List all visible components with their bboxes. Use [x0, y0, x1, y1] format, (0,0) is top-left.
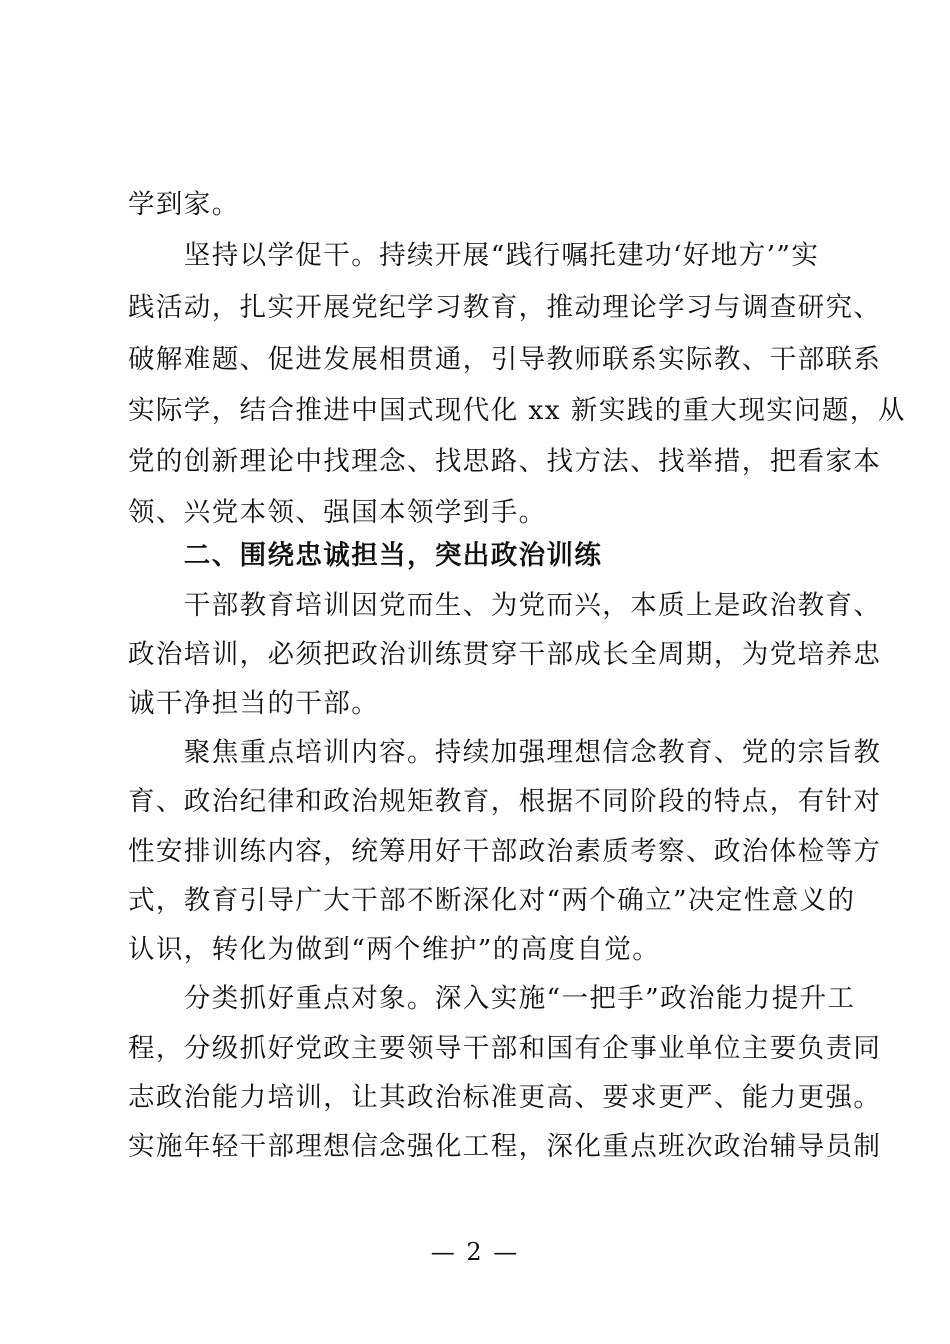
- text-line: 志政治能力培训，让其政治标准更高、要求更严、能力更强。: [128, 1082, 882, 1113]
- text-line: 坚持以学促干。持续开展“践行嘱托建功‘好地方’”实: [128, 240, 820, 271]
- page-number: — 2 —: [430, 1238, 520, 1266]
- text-line: 破解难题、促进发展相贯通，引导教师联系实际教、干部联系: [128, 344, 882, 375]
- text-line: 聚焦重点培训内容。持续加强理想信念教育、党的宗旨教: [128, 737, 882, 768]
- text-line: 实施年轻干部理想信念强化工程，深化重点班次政治辅导员制: [128, 1131, 882, 1162]
- text-line: 政治培训，必须把政治训练贯穿干部成长全周期，为党培养忠: [128, 639, 882, 670]
- text-line: 干部教育培训因党而生、为党而兴，本质上是政治教育、: [128, 590, 882, 621]
- text-line: 学到家。: [128, 189, 240, 220]
- text-line: 诚干净担当的干部。: [128, 688, 380, 719]
- text-line: 实际学，结合推进中国式现代化 xx 新实践的重大现实问题，从: [128, 395, 906, 426]
- text-line: 践活动，扎实开展党纪学习教育，推动理论学习与调查研究、: [128, 292, 882, 323]
- text-line: 程，分级抓好党政主要领导干部和国有企事业单位主要负责同: [128, 1033, 882, 1064]
- text-line: 认识，转化为做到“两个维护”的高度自觉。: [128, 934, 661, 965]
- text-line: 领、兴党本领、强国本领学到手。: [128, 497, 547, 528]
- text-line: 式，教育引导广大干部不断深化对“两个确立”决定性意义的: [128, 885, 856, 916]
- text-line: 性安排训练内容，统筹用好干部政治素质考察、政治体检等方: [128, 836, 882, 867]
- section-heading: 二、围绕忠诚担当，突出政治训练: [128, 540, 603, 571]
- text-line: 育、政治纪律和政治规矩教育，根据不同阶段的特点，有针对: [128, 786, 882, 817]
- text-line: 分类抓好重点对象。深入实施“一把手”政治能力提升工: [128, 983, 856, 1014]
- text-line: 党的创新理论中找理念、找思路、找方法、找举措，把看家本: [128, 446, 882, 477]
